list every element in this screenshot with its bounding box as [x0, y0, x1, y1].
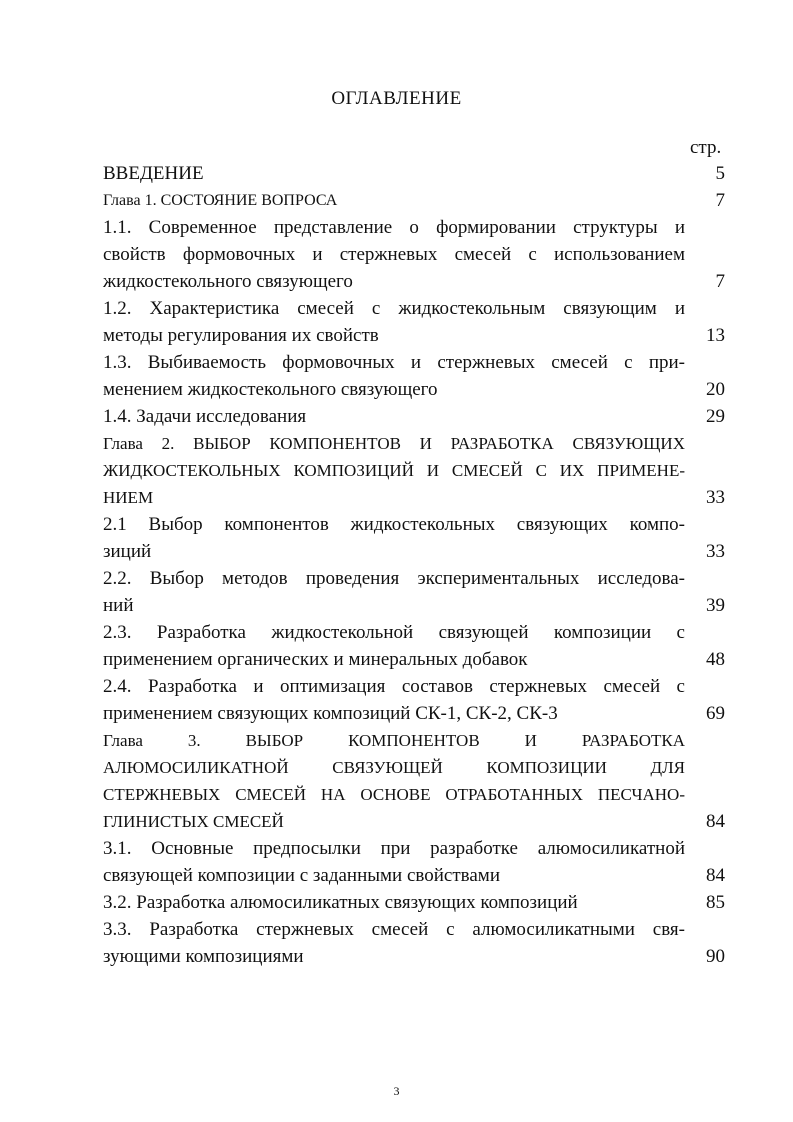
- footer-page-number: 3: [393, 1084, 400, 1098]
- page-title: ОГЛАВЛЕНИЕ: [331, 88, 462, 109]
- toc-page-number: 84: [706, 865, 725, 886]
- toc-line: применением связующих композиций СК-1, СК-2, СК-3: [103, 703, 558, 724]
- toc-page-number: 20: [706, 379, 725, 400]
- toc-line: Глава 1. СОСТОЯНИЕ ВОПРОСА: [103, 192, 338, 209]
- toc-line: 2.1 Выбор компонентов жидкостекольных связующих компо-: [103, 514, 685, 535]
- toc-line: ВВЕДЕНИЕ: [103, 163, 204, 184]
- toc-page-number: 69: [706, 703, 725, 724]
- toc-line: 1.4. Задачи исследования: [103, 406, 307, 427]
- toc-page-number: 90: [706, 946, 725, 967]
- toc-line: ний: [103, 595, 134, 616]
- toc-line: жидкостекольного связующего: [103, 271, 353, 292]
- toc-page-number: 85: [706, 892, 725, 913]
- toc-line: 2.4. Разработка и оптимизация составов стержневых смесей с: [103, 676, 685, 697]
- toc-page-number: 29: [706, 406, 725, 427]
- toc-page-number: 13: [706, 325, 725, 346]
- toc-line: 1.1. Современное представление о формировании структуры и: [103, 217, 685, 238]
- page-column-label: стр.: [690, 137, 722, 158]
- toc-line: Глава 3. ВЫБОР КОМПОНЕНТОВ И РАЗРАБОТКА: [103, 731, 685, 750]
- toc-line: методы регулирования их свойств: [103, 325, 379, 346]
- toc-line: зующими композициями: [103, 946, 304, 967]
- toc-page-number: 7: [715, 271, 725, 292]
- toc-page-number: 84: [706, 811, 725, 832]
- toc-page-number: 5: [715, 163, 725, 184]
- toc-line: 3.2. Разработка алюмосиликатных связующих композиций: [103, 892, 578, 913]
- toc-line: АЛЮМОСИЛИКАТНОЙ СВЯЗУЮЩЕЙ КОМПОЗИЦИИ ДЛЯ: [103, 758, 685, 777]
- toc-line: свойств формовочных и стержневых смесей с использованием: [103, 244, 685, 265]
- toc-page-number: 33: [706, 487, 725, 508]
- toc-page-number: 48: [706, 649, 725, 670]
- toc-page-number: 7: [715, 190, 725, 211]
- toc-line: 1.2. Характеристика смесей с жидкостекольным связующим и: [103, 298, 685, 319]
- toc-line: менением жидкостекольного связующего: [103, 379, 438, 400]
- toc-page-number: 39: [706, 595, 725, 616]
- toc-line: применением органических и минеральных добавок: [103, 649, 528, 670]
- toc-line: 3.1. Основные предпосылки при разработке алюмосиликатной: [103, 838, 685, 859]
- toc-line: связующей композиции с заданными свойствами: [103, 865, 500, 886]
- toc-page-number: 33: [706, 541, 725, 562]
- toc-line: 2.2. Выбор методов проведения экспериментальных исследова-: [103, 568, 685, 589]
- toc-line: 1.3. Выбиваемость формовочных и стержневых смесей с при-: [103, 352, 685, 373]
- toc-line: 2.3. Разработка жидкостекольной связующей композиции с: [103, 622, 685, 643]
- toc-line: НИЕМ: [103, 488, 154, 507]
- toc-line: СТЕРЖНЕВЫХ СМЕСЕЙ НА ОСНОВЕ ОТРАБОТАННЫХ ПЕСЧАНО-: [103, 785, 685, 804]
- toc-line: зиций: [103, 541, 152, 562]
- toc-line: ЖИДКОСТЕКОЛЬНЫХ КОМПОЗИЦИЙ И СМЕСЕЙ С ИХ ПРИМЕНЕ-: [103, 461, 685, 480]
- toc-line: ГЛИНИСТЫХ СМЕСЕЙ: [103, 812, 284, 831]
- toc-line: Глава 2. ВЫБОР КОМПОНЕНТОВ И РАЗРАБОТКА СВЯЗУЮЩИХ: [103, 434, 685, 453]
- toc-line: 3.3. Разработка стержневых смесей с алюмосиликатными свя-: [103, 919, 685, 940]
